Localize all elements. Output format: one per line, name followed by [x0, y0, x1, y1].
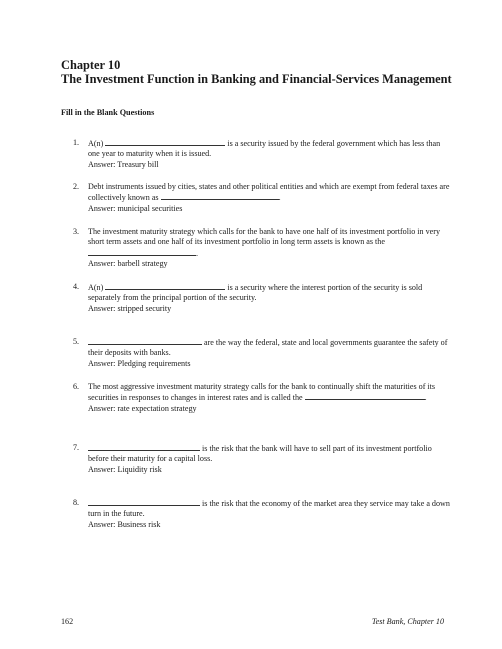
question-text-after: is a security issued by the federal government which has less than one year to maturity when it is issued. [88, 139, 441, 159]
answer-text: Answer: municipal securities [88, 203, 183, 213]
question-number: 5. [73, 337, 80, 346]
question-text-after: . [424, 393, 427, 403]
answer-blank [105, 138, 225, 146]
page-number: 162 [61, 617, 74, 626]
question-number: 1. [73, 138, 80, 147]
answer-text: Answer: stripped security [88, 303, 172, 313]
question-number: 4. [73, 282, 80, 291]
question-text-before: The investment maturity strategy which calls for the bank to have one half of its investment portfolio in very short term assets and one half of its investment portfolio in long term assets is known as the [88, 227, 440, 247]
question-number: 6. [73, 382, 80, 391]
answer-blank [88, 248, 199, 258]
question-text-before: Debt instruments issued by cities, states and other political entities and which are exempt from federal taxes are collectively known as [88, 182, 450, 203]
question-text-after: is the risk that the bank will have to sell part of its investment portfolio before their maturity for a capital loss. [88, 444, 432, 464]
answer-text: Answer: Pledging requirements [88, 358, 191, 368]
answer-text: Answer: Business risk [88, 519, 161, 529]
answer-text: Answer: barbell strategy [88, 259, 168, 269]
answer-blank [161, 192, 281, 203]
question-text-after: are the way the federal, state and local governments guarantee the safety of their deposits with banks. [88, 338, 448, 358]
answer-blank [88, 337, 202, 345]
question-body [88, 227, 450, 270]
question-text-after: . [278, 193, 281, 203]
answer-text: Answer: Liquidity risk [88, 464, 162, 474]
chapter-subtitle: The Investment Function in Banking and Financial-Services Management [61, 72, 452, 86]
question-text-after: is a security where the interest portion of the security is sold separately from the principal portion of the security. [88, 283, 423, 303]
answer-blank [105, 282, 225, 290]
question-body [88, 382, 450, 414]
answer-blank [305, 392, 427, 403]
question-body [88, 138, 450, 170]
question-number: 7. [73, 443, 80, 452]
question-number: 2. [73, 182, 80, 191]
question-text-before: A(n) [88, 283, 106, 292]
question-text-after: is the risk that the economy of the market area they service may take a down turn in the future. [88, 499, 450, 519]
section-heading: Fill in the Blank Questions [61, 108, 155, 117]
chapter-line: Chapter 10 [61, 58, 121, 72]
answer-text: Answer: Treasury bill [88, 159, 159, 169]
answer-blank [88, 443, 200, 451]
question-text-before: The most aggressive investment maturity strategy calls for the bank to continually shift the maturities of its securities in responses to changes in interest rates and is called the [88, 382, 436, 403]
question-body [88, 337, 450, 369]
footer-book-title: Test Bank, Chapter 10 [371, 617, 444, 626]
question-text-before: A(n) [88, 139, 106, 148]
question-body [88, 282, 450, 314]
question-body [88, 443, 450, 475]
question-body [88, 498, 450, 530]
question-text-after: . [196, 248, 199, 258]
question-number: 3. [73, 227, 80, 236]
question-body [88, 182, 450, 214]
question-number: 8. [73, 498, 80, 507]
chapter-title [61, 58, 452, 86]
answer-blank [88, 498, 200, 506]
answer-text: Answer: rate expectation strategy [88, 403, 197, 413]
